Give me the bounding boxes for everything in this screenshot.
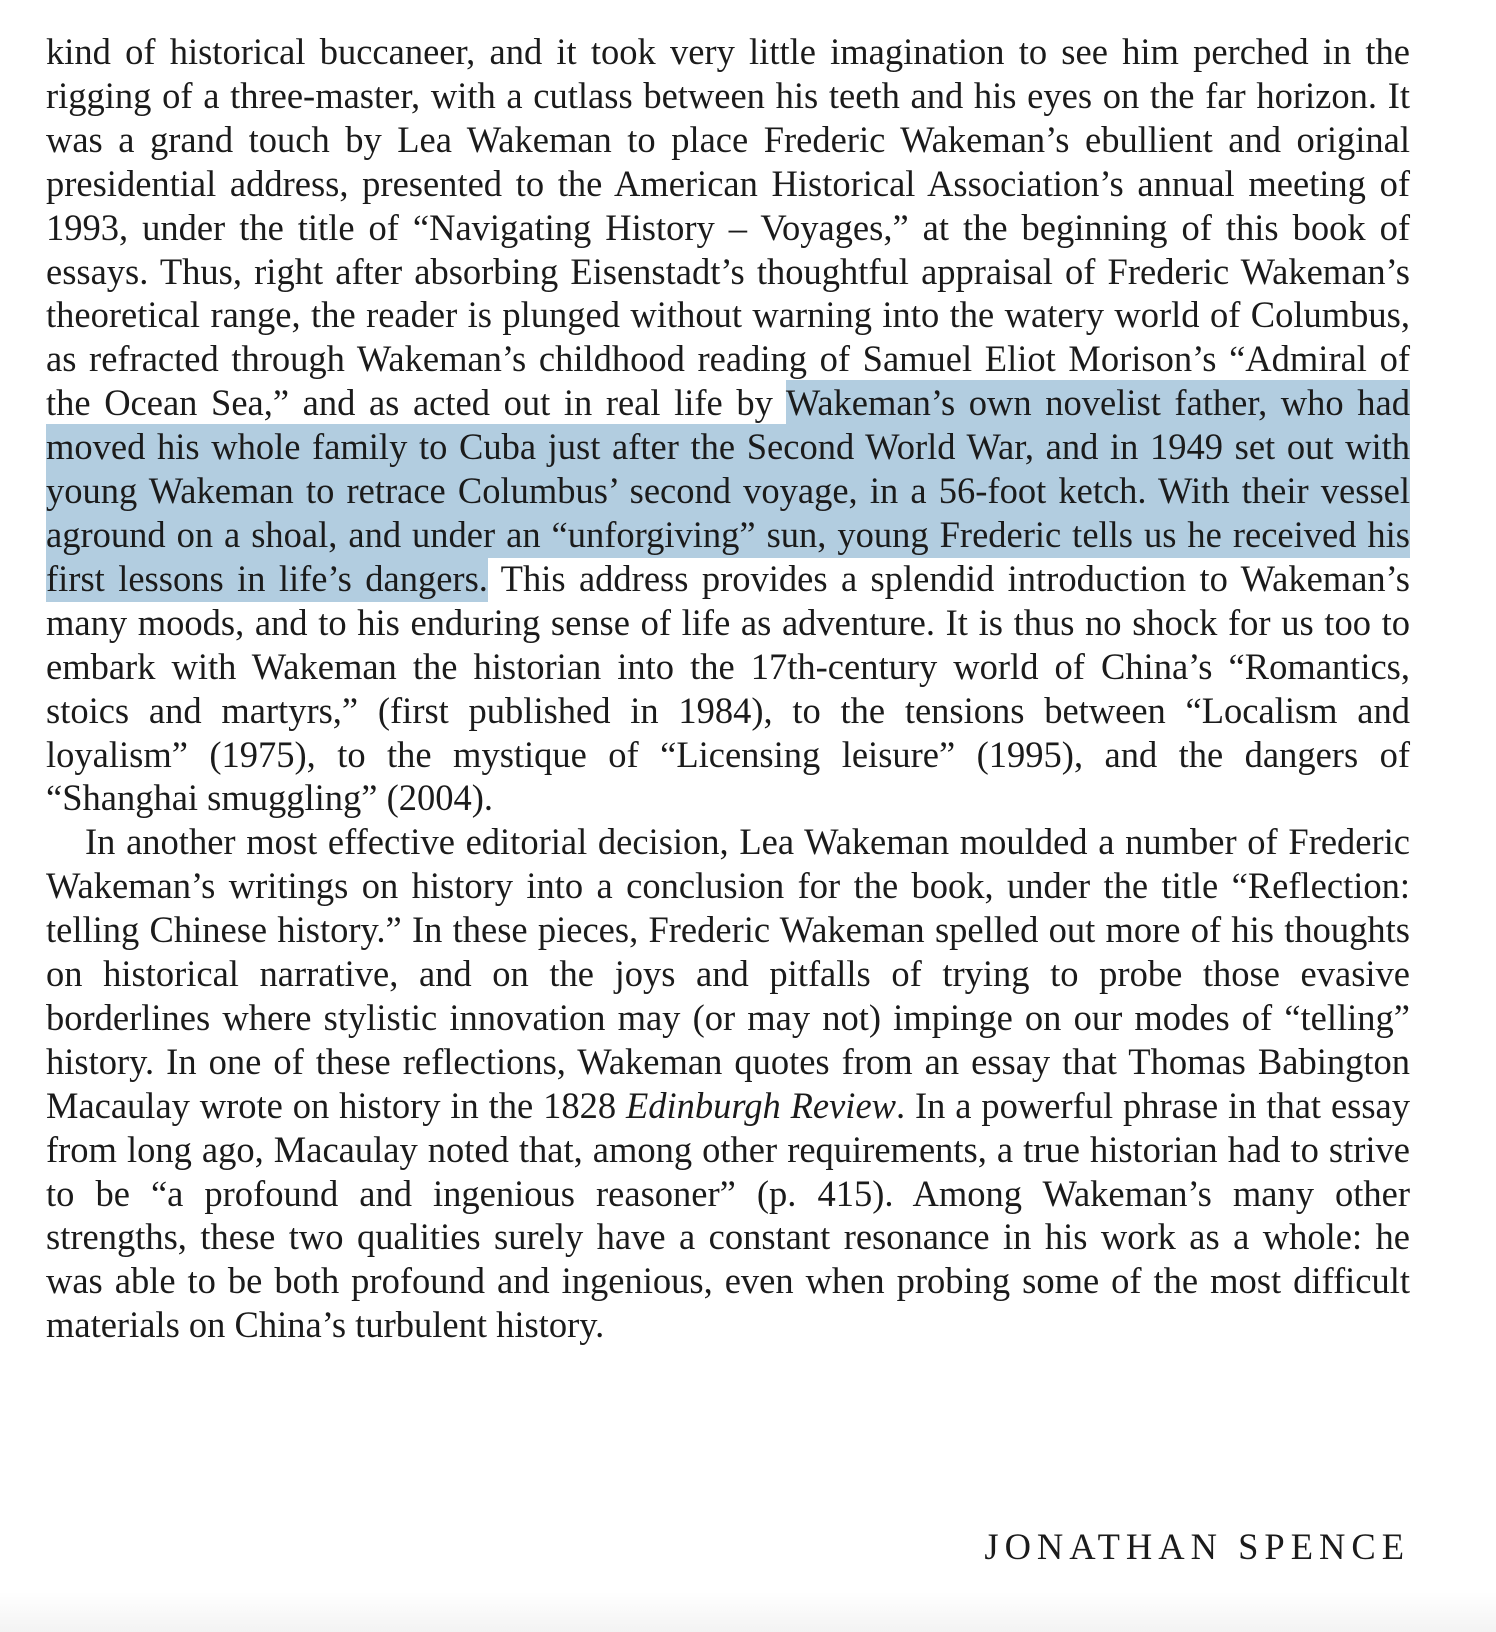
journal-title[interactable]: Edinburgh Review (625, 1084, 896, 1126)
document-body (46, 30, 1410, 1347)
text-selection-highlight[interactable]: Wakeman’s own novelist father, who had moved his whole family to Cuba just after the Second World War, and in 1949 set out with young Wakeman to retrace Columbus’ second voyage, in a 56-foot ketch. With their vessel aground on a shoal, and under an “unforgiving” sun, young Frederic tells us he received his first lessons in life’s dangers. (46, 380, 1410, 602)
paragraph-2-text-continued[interactable]: . In a powerful phrase in that essay from long ago, Macaulay noted that, among other requirements, a true historian had to strive to be “a profound and ingenious reasoner” (p. 415). Among Wakeman’s many other strengths, these two qualities surely have a constant resonance in his work as a whole: he was able to be both profound and ingenious, even when probing some of the most difficult materials on China’s turbulent history. (46, 1084, 1410, 1346)
paragraph-1-text[interactable]: kind of historical buccaneer, and it took very little imagination to see him perched in the rigging of a three-master, with a cutlass between his teeth and his eyes on the far horizon. It was a grand touch by Lea Wakeman to place Frederic Wakeman’s ebullient and original presidential address, presented to the American Historical Association’s annual meeting of 1993, under the title of “Navigating History – Voyages,” at the beginning of this book of essays. Thus, right after absorbing Eisenstadt’s thoughtful appraisal of Frederic Wakeman’s theoretical range, the reader is plunged without warning into the watery world of Columbus, as refracted through Wakeman’s childhood reading of Samuel Eliot Morison’s “Admiral of the Ocean Sea,” and as acted out in real life by (46, 31, 1410, 424)
paragraph-1-text-continued[interactable]: This address provides a splendid introduction to Wakeman’s many moods, and to his enduring sense of life as adventure. It is thus no shock for us too to embark with Wakeman the historian into the 17th-century world of China’s “Romantics, stoics and martyrs,” (first published in 1984), to the tensions between “Localism and loyalism” (1975), to the mystique of “Licensing leisure” (1995), and the dangers of “Shanghai smuggling” (2004). (46, 557, 1410, 819)
page-bottom-shadow (0, 1592, 1496, 1632)
paragraph-1[interactable] (46, 30, 1410, 820)
paragraph-2[interactable] (46, 820, 1410, 1347)
author-signature: JONATHAN SPENCE (984, 1526, 1410, 1567)
paragraph-2-text[interactable]: In another most effective editorial decision, Lea Wakeman moulded a number of Frederic Wakeman’s writings on history into a conclusion for the book, under the title “Reflection: telling Chinese history.” In these pieces, Frederic Wakeman spelled out more of his thoughts on historical narrative, and on the joys and pitfalls of trying to probe those evasive borderlines where stylistic innovation may (or may not) impinge on our modes of “telling” history. In one of these reflections, Wakeman quotes from an essay that Thomas Babington Macaulay wrote on history in the 1828 (46, 821, 1410, 1126)
